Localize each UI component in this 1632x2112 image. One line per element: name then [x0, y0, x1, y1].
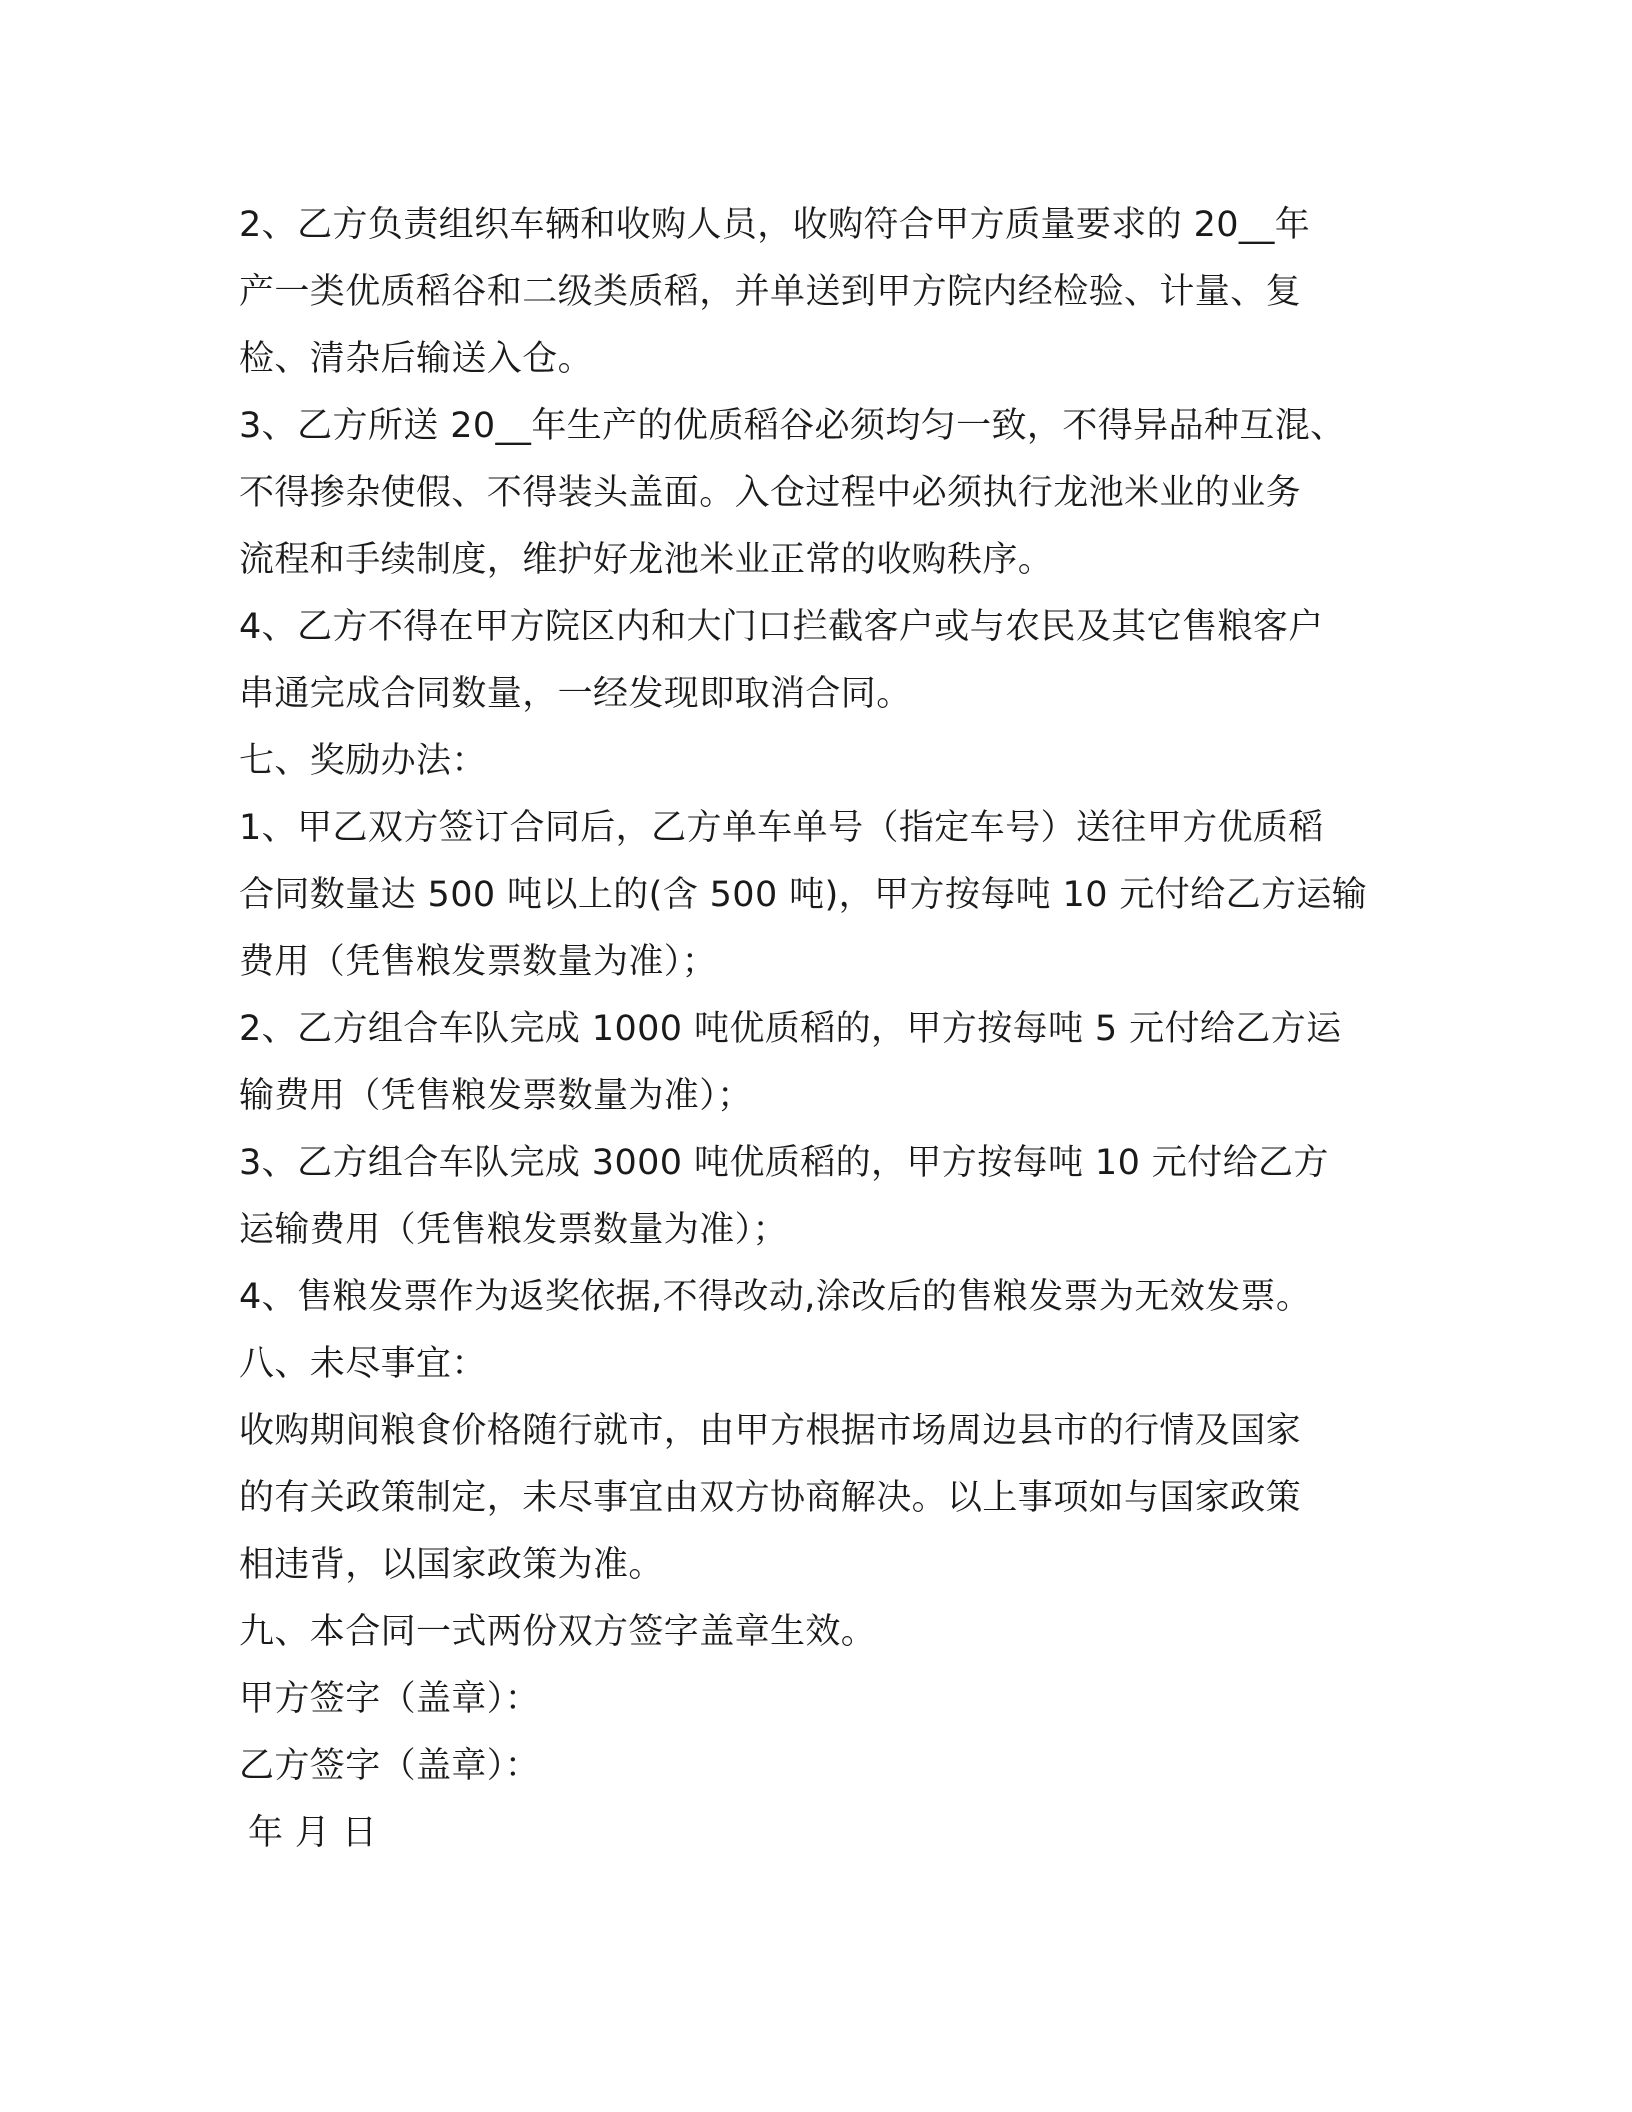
text-line: 4、售粮发票作为返奖依据,不得改动,涂改后的售粮发票为无效发票。: [239, 1277, 1312, 1317]
text-line: 费用（凭售粮发票数量为准）；: [239, 942, 718, 982]
text-line: 相违背，以国家政策为准。: [239, 1545, 664, 1585]
text-line: 2、乙方组合车队完成 1000 吨优质稻的，甲方按每吨 5 元付给乙方运: [239, 1009, 1342, 1049]
document-body: [239, 192, 1399, 1867]
text-line: 产一类优质稻谷和二级类质稻，并单送到甲方院内经检验、计量、复: [239, 272, 1302, 312]
text-line: 3、乙方组合车队完成 3000 吨优质稻的，甲方按每吨 10 元付给乙方: [239, 1143, 1329, 1183]
party-b-signature-line: 乙方签字（盖章）：: [239, 1746, 541, 1786]
text-line: 的有关政策制定，未尽事宜由双方协商解决。以上事项如与国家政策: [239, 1478, 1302, 1518]
text-line: 输费用（凭售粮发票数量为准）；: [239, 1076, 753, 1116]
section-heading: 九、本合同一式两份双方签字盖章生效。: [239, 1612, 877, 1652]
text-line: 4、乙方不得在甲方院区内和大门口拦截客户或与农民及其它售粮客户: [239, 607, 1324, 647]
section-heading: 八、未尽事宜：: [239, 1344, 487, 1384]
text-line: 收购期间粮食价格随行就市，由甲方根据市场周边县市的行情及国家: [239, 1411, 1302, 1451]
text-line: 串通完成合同数量，一经发现即取消合同。: [239, 674, 912, 714]
text-line: 运输费用（凭售粮发票数量为准）；: [239, 1210, 788, 1250]
text-line: 不得掺杂使假、不得装头盖面。入仓过程中必须执行龙池米业的业务: [239, 473, 1302, 513]
text-line: 1、甲乙双方签订合同后，乙方单车单号（指定车号）送往甲方优质稻: [239, 808, 1324, 848]
text-line: 合同数量达 500 吨以上的(含 500 吨)，甲方按每吨 10 元付给乙方运输: [239, 875, 1368, 915]
text-line: 3、乙方所送 20__年生产的优质稻谷必须均匀一致，不得异品种互混、: [239, 406, 1346, 446]
text-line: 2、乙方负责组织车辆和收购人员，收购符合甲方质量要求的 20__年: [239, 205, 1311, 245]
section-heading: 七、奖励办法：: [239, 741, 487, 781]
text-line: 流程和手续制度，维护好龙池米业正常的收购秩序。: [239, 540, 1054, 580]
date-line: 年 月 日: [248, 1813, 378, 1853]
text-line: 检、清杂后输送入仓。: [239, 339, 594, 379]
party-a-signature-line: 甲方签字（盖章）：: [239, 1679, 541, 1719]
